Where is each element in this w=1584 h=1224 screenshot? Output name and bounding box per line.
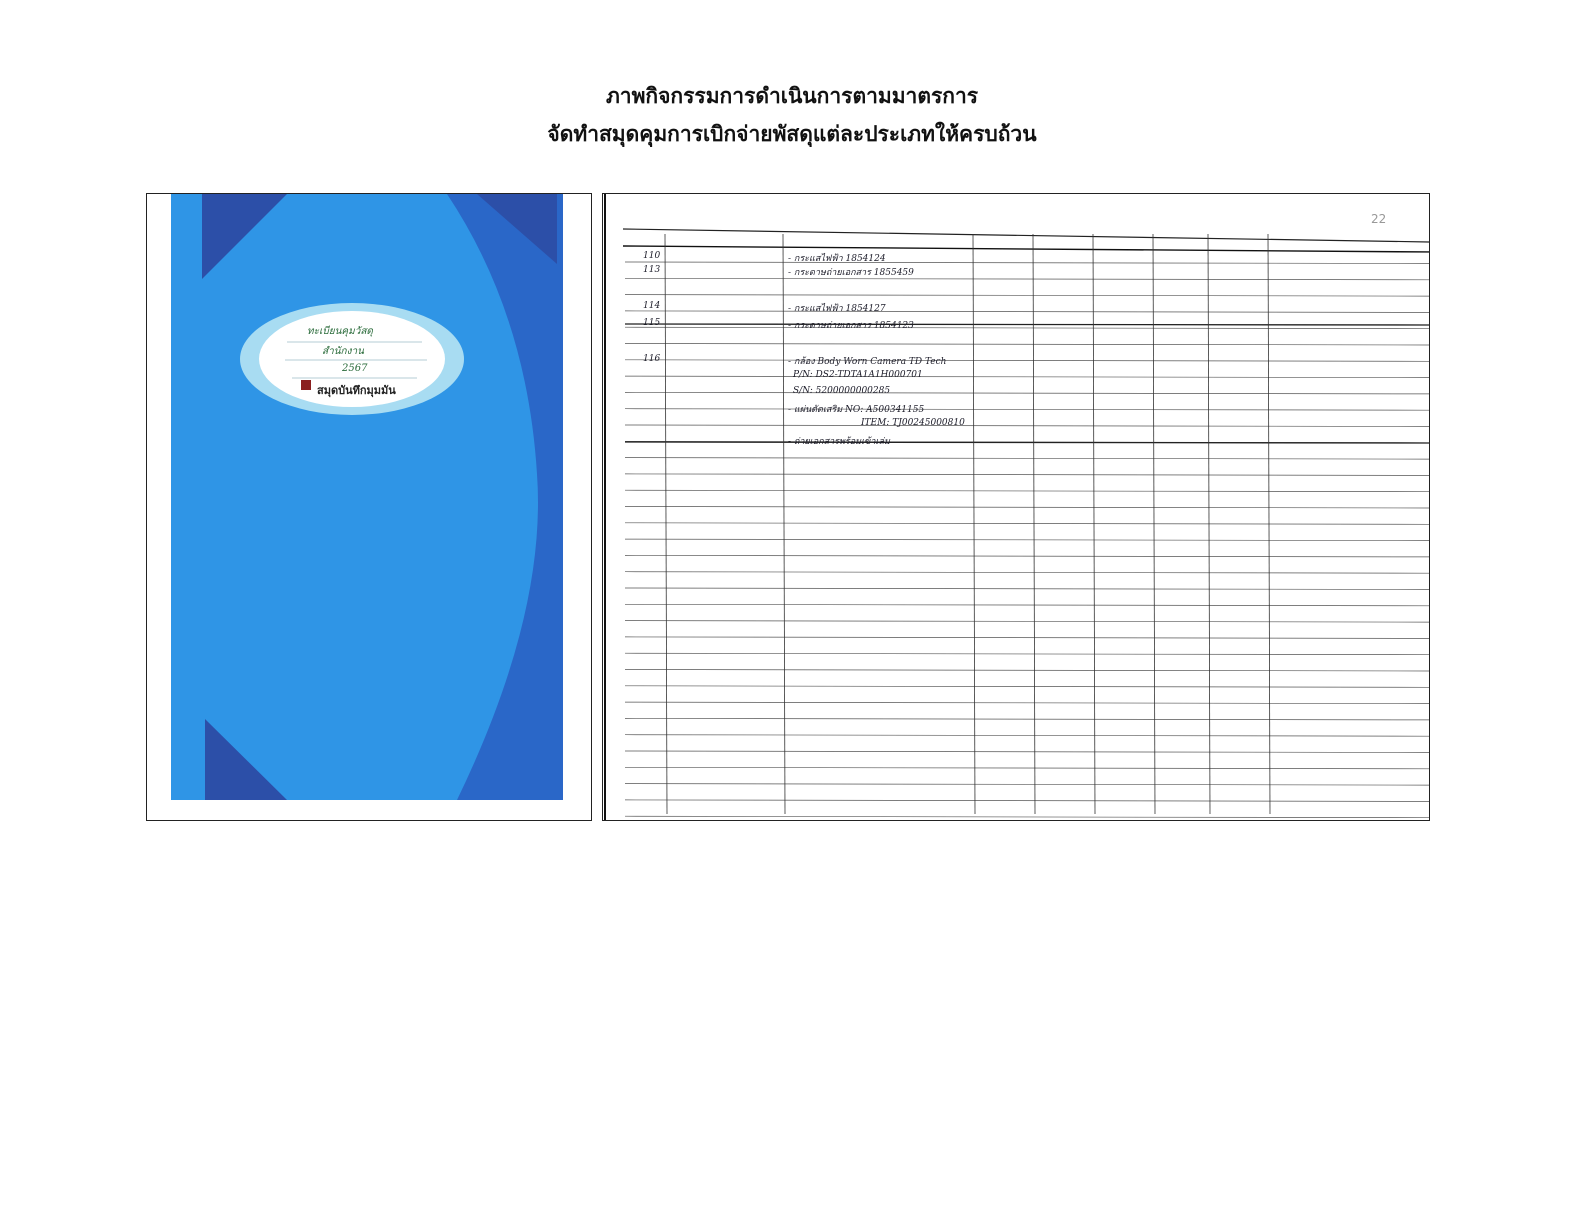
notebook-cover-photo — [146, 193, 592, 821]
ledger-rule-line — [625, 327, 1429, 329]
ledger-rule-line — [625, 458, 1429, 460]
ledger-rule-line — [625, 425, 1429, 427]
ledger-page-number: 22 — [1371, 212, 1387, 226]
ledger-note: S/N: 5200000000285 — [793, 386, 891, 396]
ledger-rule-line — [623, 246, 1430, 252]
ledger-rule-line — [625, 344, 1429, 346]
cover-handwriting-line-3: 2567 — [342, 363, 368, 374]
ledger-rule-line — [625, 295, 1429, 297]
ledger-rule-line — [625, 409, 1429, 411]
ledger-rule-line — [625, 311, 1429, 313]
ledger-rule-line — [625, 278, 1429, 280]
ledger-entry-detail: - กระแสไฟฟ้า 1854124 — [788, 254, 886, 264]
ledger-entry-no: 115 — [643, 318, 661, 328]
ledger-rule-line — [625, 555, 1429, 557]
ledger-rule-line — [625, 735, 1429, 737]
ledger-rule-line — [973, 234, 975, 814]
ledger-rule-line — [625, 588, 1429, 590]
ledger-note: ITEM: TJ00245000810 — [861, 418, 965, 428]
ledger-rule-line — [625, 490, 1429, 492]
cover-handwriting-line-2: สำนักงาน — [322, 346, 364, 357]
ledger-rule-line — [625, 262, 1429, 264]
ledger-rule-line — [625, 670, 1429, 672]
ledger-page-photo — [602, 193, 1430, 821]
ledger-rule-line — [625, 474, 1429, 476]
ledger-rule-line — [625, 507, 1429, 509]
cover-handwriting-line-1: ทะเบียนคุมวัสดุ — [307, 326, 373, 337]
ledger-rule-line — [1033, 234, 1035, 814]
ledger-rule-line — [783, 234, 785, 814]
ledger-entry-no: 114 — [643, 301, 661, 311]
ledger-entry-no: 110 — [643, 251, 661, 261]
ledger-note: P/N: DS2-TDTA1A1H000701 — [793, 370, 923, 380]
ledger-rule-line — [625, 653, 1429, 655]
ledger-entry-detail: - กระแสไฟฟ้า 1854127 — [788, 304, 886, 314]
cover-brand-label: สมุดบันทึกมุมมัน — [317, 384, 396, 397]
ledger-rule-line — [625, 523, 1429, 525]
ledger-rule-line — [625, 718, 1429, 720]
document-title-line-1: ภาพกิจกรรมการดำเนินการตามมาตรการ — [605, 84, 979, 108]
ledger-rule-line — [625, 686, 1429, 688]
ledger-rule-line — [625, 324, 1429, 325]
ledger-rule-line — [623, 229, 1430, 242]
ledger-entry-no: 113 — [643, 265, 661, 275]
ledger-rule-line — [625, 702, 1429, 704]
ledger-rule-line — [625, 392, 1429, 394]
ledger-entry-detail: - กล้อง Body Worn Camera TD Tech — [788, 357, 947, 367]
ledger-rule-line — [625, 604, 1429, 606]
ledger-grid — [603, 194, 1430, 821]
ledger-rule-line — [625, 621, 1429, 623]
ledger-note: - ถ่ายเอกสารพร้อมเข้าเล่ม — [788, 437, 890, 447]
ledger-rule-line — [625, 800, 1429, 802]
ledger-rule-line — [625, 572, 1429, 574]
ledger-rule-line — [625, 442, 1429, 443]
ledger-rule-line — [625, 751, 1429, 753]
ledger-note: - แผ่นตัดเสริม NO: A500341155 — [788, 405, 925, 415]
notebook-cover-illustration — [147, 194, 592, 821]
ledger-rule-line — [625, 767, 1429, 769]
ledger-entry-no: 116 — [643, 354, 661, 364]
ledger-entry-detail: - กระดาษถ่ายเอกสาร 1854123 — [788, 321, 914, 331]
ledger-rule-line — [625, 360, 1429, 362]
ledger-rule-line — [625, 816, 1429, 818]
ledger-rule-line — [625, 784, 1429, 786]
ledger-entry-detail: - กระดาษถ่ายเอกสาร 1855459 — [788, 268, 914, 278]
document-title-line-2: จัดทำสมุดคุมการเบิกจ่ายพัสดุแต่ละประเภทให้ครบถ้วน — [547, 122, 1037, 146]
ledger-rule-line — [665, 234, 667, 814]
ledger-rule-line — [625, 539, 1429, 541]
ledger-rule-line — [625, 637, 1429, 639]
ledger-rule-line — [625, 376, 1429, 378]
